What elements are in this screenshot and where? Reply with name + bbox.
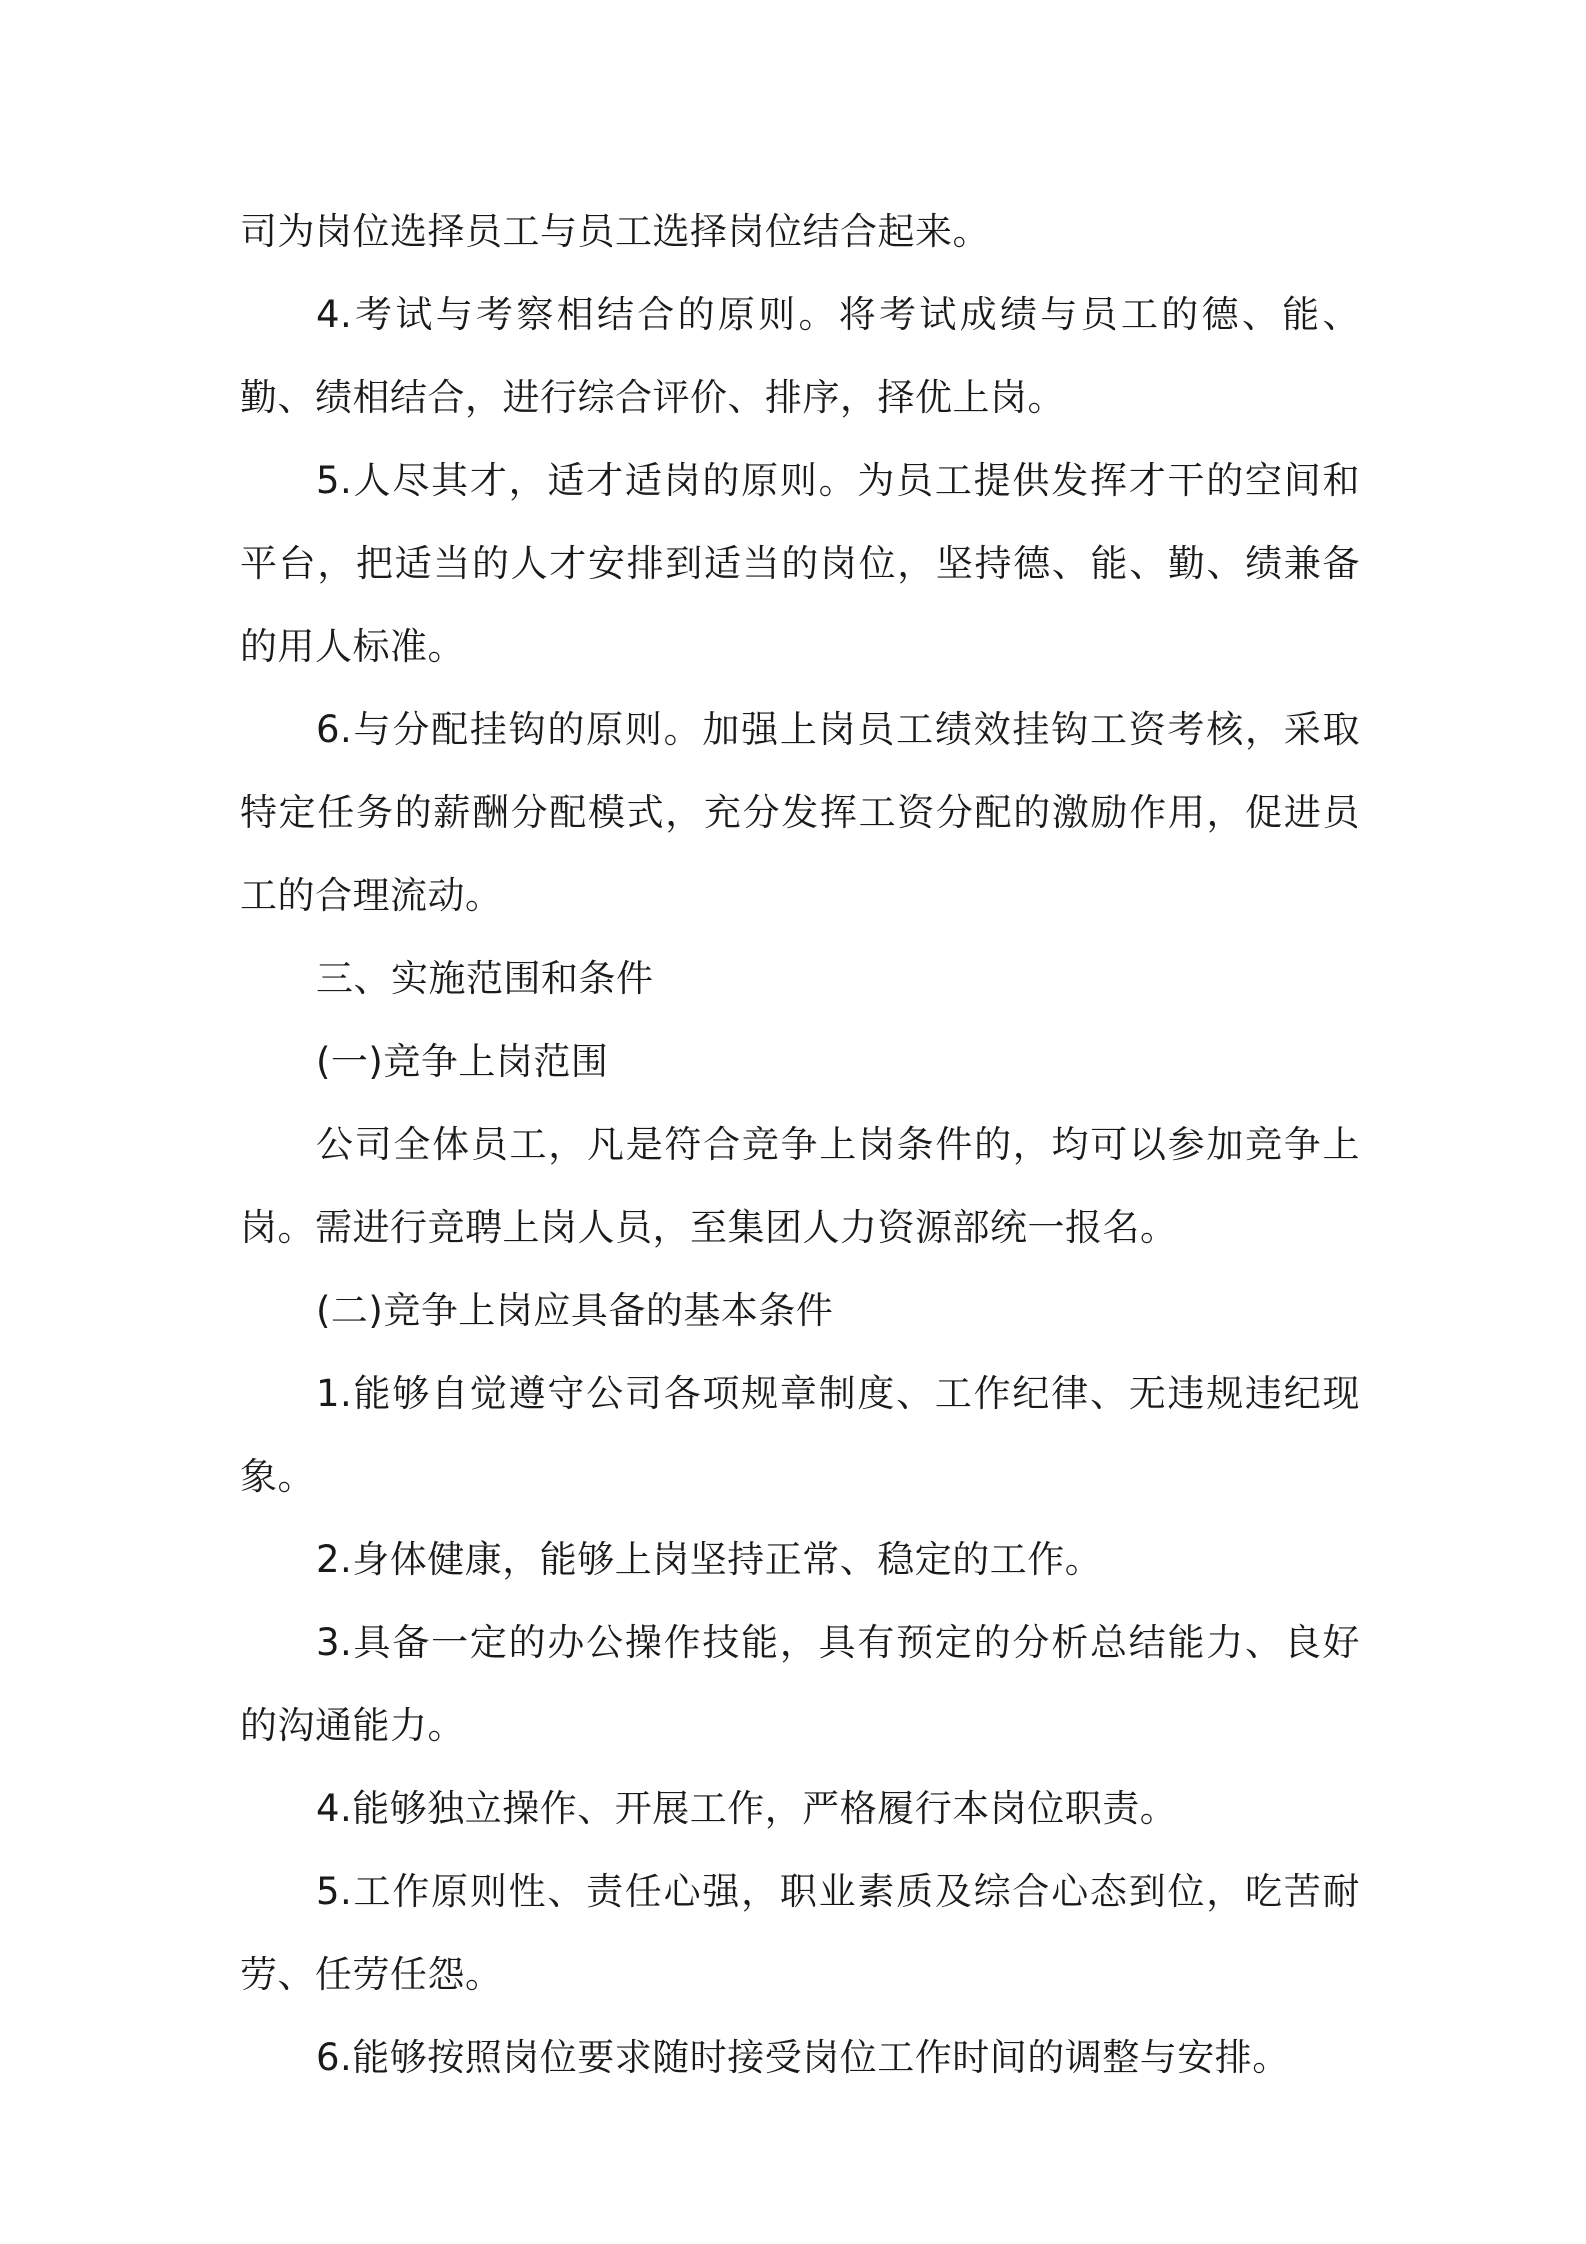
subsection-heading-1: (一)竞争上岗范围 [316,1040,609,1083]
paragraph-continuation: 司为岗位选择员工与员工选择岗位结合起来。 [240,210,990,253]
condition-item-5: 5.工作原则性、责任心强，职业素质及综合心态到位，吃苦耐劳、任劳任怨。 [240,1870,1360,1996]
paragraph-principle-6: 6.与分配挂钩的原则。加强上岗员工绩效挂钩工资考核，采取特定任务的薪酬分配模式，充分发挥工资分配的激励作用，促进员工的合理流动。 [240,708,1360,917]
condition-item-2: 2.身体健康，能够上岗坚持正常、稳定的工作。 [316,1538,1103,1581]
paragraph-scope: 公司全体员工，凡是符合竞争上岗条件的，均可以参加竞争上岗。需进行竞聘上岗人员，至集团人力资源部统一报名。 [240,1123,1360,1249]
condition-item-3: 3.具备一定的办公操作技能，具有预定的分析总结能力、良好的沟通能力。 [240,1621,1360,1747]
subsection-heading-2: (二)竞争上岗应具备的基本条件 [316,1289,834,1332]
condition-item-6: 6.能够按照岗位要求随时接受岗位工作时间的调整与安排。 [316,2036,1290,2079]
paragraph-principle-4: 4.考试与考察相结合的原则。将考试成绩与员工的德、能、勤、绩相结合，进行综合评价、排序，择优上岗。 [240,293,1360,419]
condition-item-4: 4.能够独立操作、开展工作，严格履行本岗位职责。 [316,1787,1178,1830]
section-heading-3: 三、实施范围和条件 [316,957,654,1000]
condition-item-1: 1.能够自觉遵守公司各项规章制度、工作纪律、无违规违纪现象。 [240,1372,1360,1498]
document-body [240,190,1360,2099]
paragraph-principle-5: 5.人尽其才，适才适岗的原则。为员工提供发挥才干的空间和平台，把适当的人才安排到适当的岗位，坚持德、能、勤、绩兼备的用人标准。 [240,459,1360,668]
